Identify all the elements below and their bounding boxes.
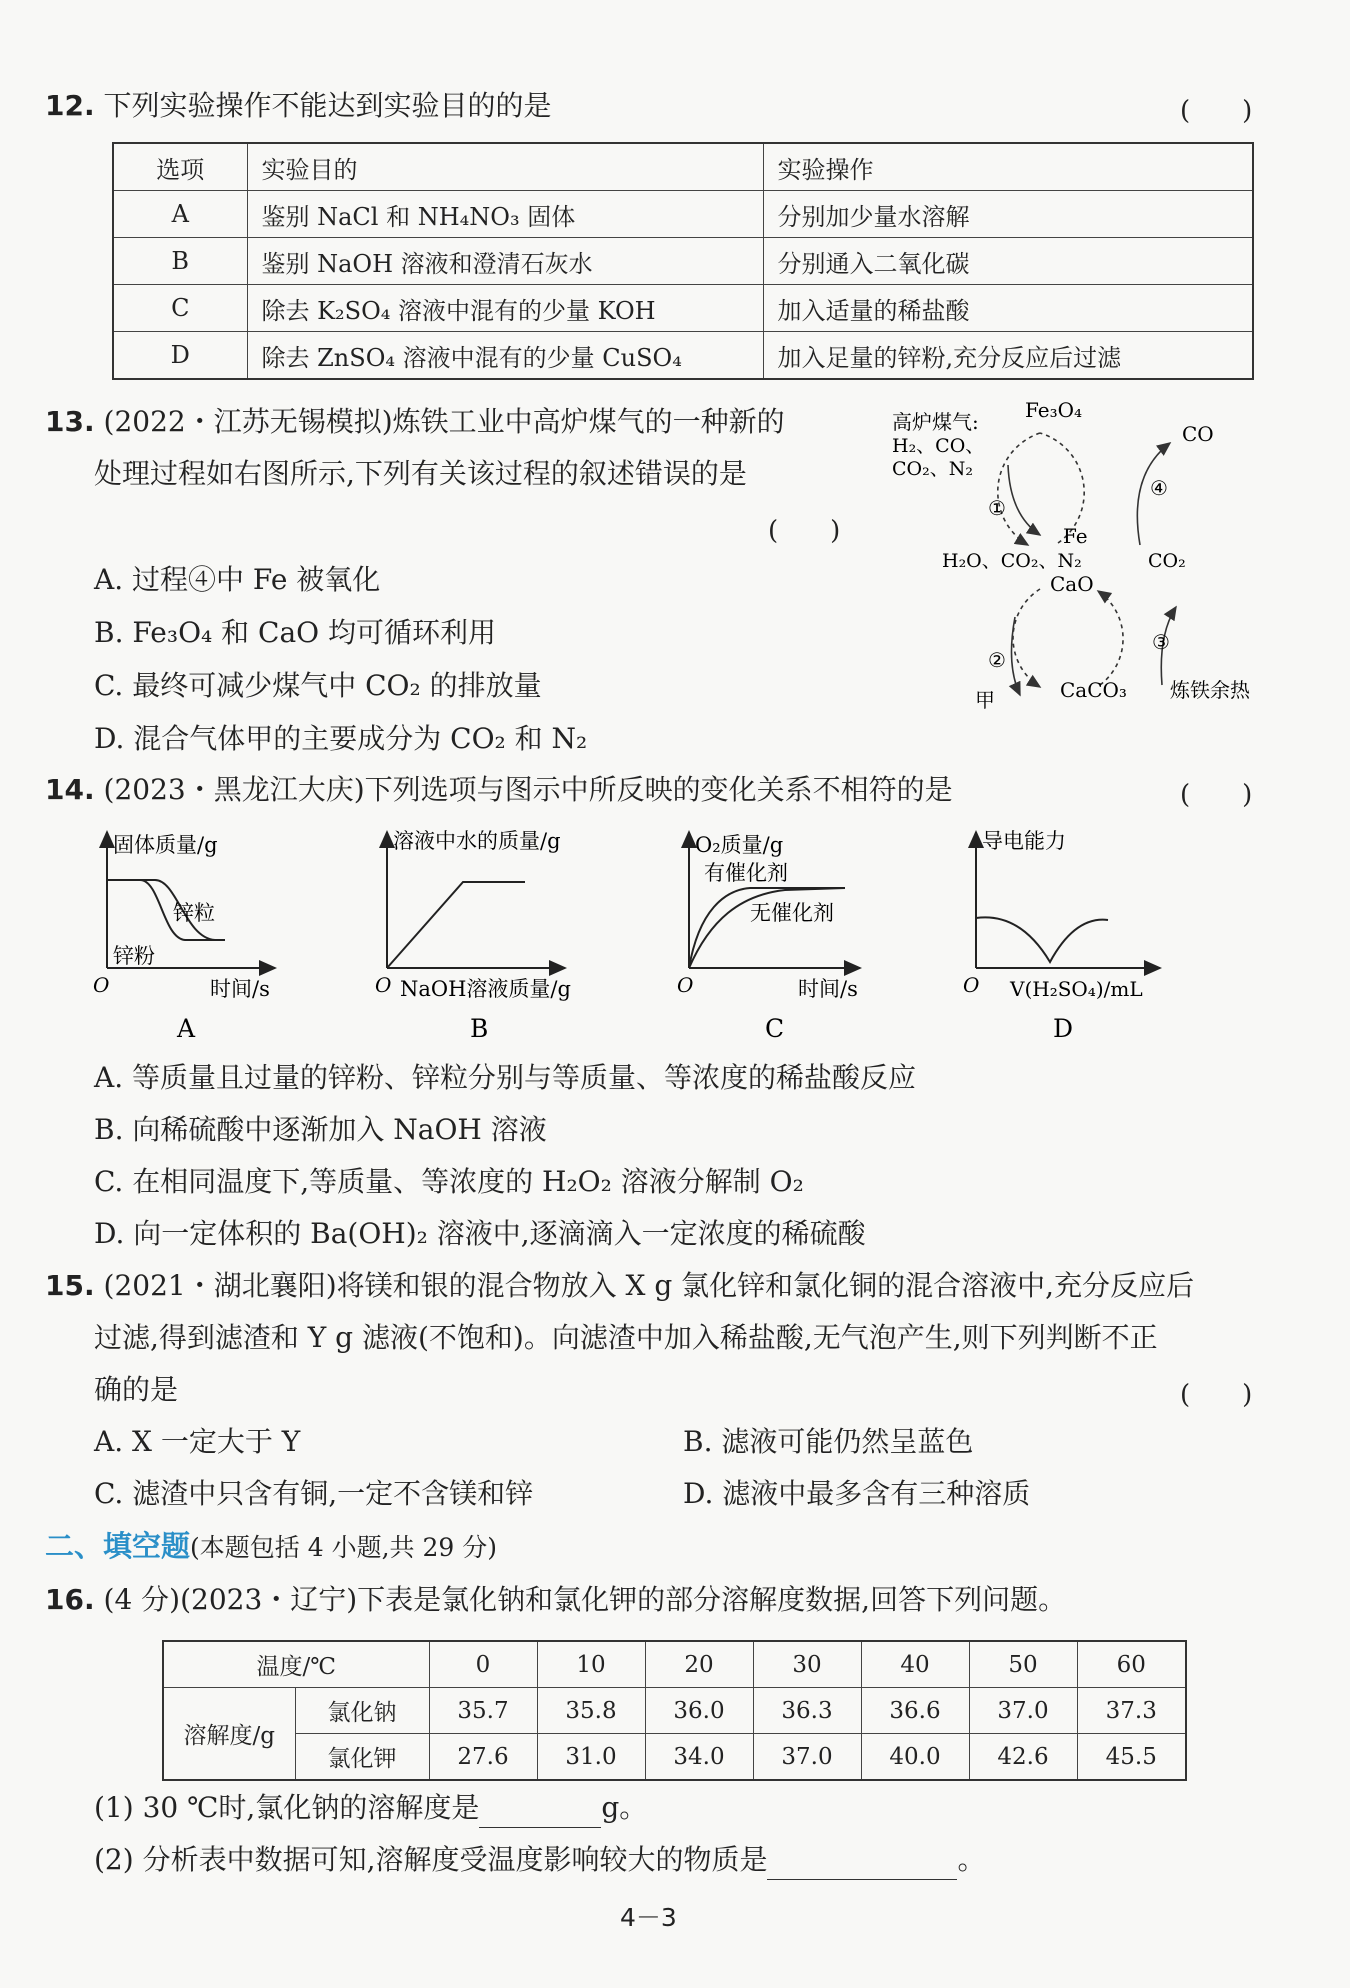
header-cell: 选项 (113, 143, 247, 191)
q12-stem-line (45, 86, 552, 126)
table-cell: 40 (861, 1641, 969, 1688)
graph-d-letter: D (1053, 1014, 1074, 1043)
q13-option-b: B. Fe₃O₄ 和 CaO 均可循环利用 (94, 616, 497, 649)
q16-sub2-end: 。 (957, 1843, 986, 1876)
table-cell: 35.8 (537, 1688, 645, 1734)
q15-option-a: A. X 一定大于 Y (94, 1425, 301, 1458)
q16-stem: (4 分)(2023・辽宁)下表是氯化钠和氯化钾的部分溶解度数据,回答下列问题。 (103, 1583, 1067, 1616)
table-cell: 分别加少量水溶解 (763, 191, 1253, 238)
q13-answer-paren: ( ) (768, 516, 841, 546)
graph-d-origin: O (963, 973, 980, 997)
q13-stem-line2: 处理过程如右图所示,下列有关该过程的叙述错误的是 (94, 457, 747, 490)
q12-stem: 下列实验操作不能达到实验目的的是 (103, 89, 552, 122)
section-heading (45, 1526, 497, 1571)
table-cell: 20 (645, 1641, 753, 1688)
co-label: CO (1182, 422, 1214, 446)
graph-c-curve-no-catalyst (689, 888, 845, 968)
temp-label-cell: 温度/℃ (163, 1641, 429, 1688)
graph-b (375, 829, 571, 1043)
table-header-row (163, 1641, 1186, 1688)
co2-label: CO₂ (1148, 550, 1186, 572)
graph-b-origin: O (375, 973, 392, 997)
table-row (163, 1734, 1186, 1781)
table-cell: D (113, 332, 247, 380)
table-cell: 37.3 (1077, 1688, 1186, 1734)
table-header-row (113, 143, 1253, 191)
table-cell: C (113, 285, 247, 332)
table-cell: 36.0 (645, 1688, 753, 1734)
table-cell: 27.6 (429, 1734, 537, 1781)
table-cell: B (113, 238, 247, 285)
lower-cycle-right-arc (1098, 591, 1123, 685)
q13-number: 13. (45, 405, 95, 438)
graph-a-origin: O (93, 973, 110, 997)
solubility-label-cell: 溶解度/g (163, 1688, 295, 1781)
page-number: 4－3 (620, 1903, 677, 1932)
table-cell: 37.0 (753, 1734, 861, 1781)
q16-sub1-text: (1) 30 ℃时,氯化钠的溶解度是 (94, 1791, 480, 1824)
graph-c (677, 832, 860, 1043)
q14-stem-line (45, 770, 953, 810)
graph-a-letter: A (177, 1014, 196, 1043)
substance-cell: 氯化钠 (295, 1688, 429, 1734)
table-cell: 30 (753, 1641, 861, 1688)
q13-stem-line1 (45, 402, 785, 442)
graph-b-ylabel: 溶液中水的质量/g (393, 829, 561, 853)
q15-option-c: C. 滤渣中只含有铜,一定不含镁和锌 (94, 1477, 534, 1510)
step4-label: ④ (1150, 476, 1168, 500)
q16-sub1-answer-blank[interactable] (479, 1797, 601, 1828)
q15-answer-paren: ( ) (1180, 1380, 1253, 1410)
section-note: (本题包括 4 小题,共 29 分) (190, 1533, 497, 1562)
q16-sub1-unit: g。 (601, 1791, 648, 1824)
table-cell: 36.3 (753, 1688, 861, 1734)
table-cell: 36.6 (861, 1688, 969, 1734)
table-cell: 31.0 (537, 1734, 645, 1781)
q15-option-b: B. 滤液可能仍然呈蓝色 (683, 1425, 974, 1458)
table-cell: 45.5 (1077, 1734, 1186, 1781)
graph-a (93, 832, 275, 1043)
q14-option-c: C. 在相同温度下,等质量、等浓度的 H₂O₂ 溶液分解制 O₂ (94, 1165, 804, 1198)
step1-label: ① (988, 496, 1006, 520)
graph-d-xlabel: V(H₂SO₄)/mL (1010, 977, 1143, 1001)
table-row (163, 1688, 1186, 1734)
graph-c-label2: 无催化剂 (750, 901, 834, 925)
graph-a-xlabel: 时间/s (210, 977, 270, 1001)
graph-a-label1: 锌粒 (173, 901, 215, 925)
table-cell: 分别通入二氧化碳 (763, 238, 1253, 285)
q15-option-d: D. 滤液中最多含有三种溶质 (683, 1477, 1031, 1510)
table-cell: 除去 K₂SO₄ 溶液中混有的少量 KOH (247, 285, 763, 332)
caco3-label: CaCO₃ (1060, 678, 1127, 702)
q13-option-c: C. 最终可减少煤气中 CO₂ 的排放量 (94, 669, 542, 702)
upper-cycle-left-arc (998, 433, 1040, 545)
step2-label: ② (988, 648, 1006, 672)
substance-cell: 氯化钾 (295, 1734, 429, 1781)
q15-line1 (45, 1266, 1194, 1306)
table-row (113, 332, 1253, 380)
table-cell: 除去 ZnSO₄ 溶液中混有的少量 CuSO₄ (247, 332, 763, 380)
graph-a-ylabel: 固体质量/g (113, 833, 218, 857)
q14-stem: (2023・黑龙江大庆)下列选项与图示中所反映的变化关系不相符的是 (103, 773, 953, 806)
jia-label: 甲 (975, 688, 995, 712)
gas-components-1: H₂、CO、 (892, 435, 985, 457)
output-gas-label: H₂O、CO₂、N₂ (942, 550, 1082, 572)
q14-option-a: A. 等质量且过量的锌粉、锌粒分别与等质量、等浓度的稀盐酸反应 (94, 1061, 917, 1094)
q16-sub2-text: (2) 分析表中数据可知,溶解度受温度影响较大的物质是 (94, 1843, 768, 1876)
lower-cycle-left-arc (1013, 589, 1040, 687)
graph-d-curve (976, 917, 1108, 962)
q13-cycle-diagram (880, 395, 1290, 735)
q14-graphs (85, 820, 1195, 1050)
table-cell: A (113, 191, 247, 238)
q15-stem-text1: (2021・湖北襄阳)将镁和银的混合物放入 X g 氯化锌和氯化铜的混合溶液中,充分反应后 (103, 1269, 1195, 1302)
table-cell: 34.0 (645, 1734, 753, 1781)
q13-stem-text1: (2022・江苏无锡模拟)炼铁工业中高炉煤气的一种新的 (103, 405, 785, 438)
gas-label: 高炉煤气: (892, 410, 979, 434)
table-cell: 鉴别 NaOH 溶液和澄清石灰水 (247, 238, 763, 285)
q15-line3: 确的是 (94, 1373, 179, 1406)
fe-label: Fe (1063, 524, 1088, 548)
table-cell: 50 (969, 1641, 1077, 1688)
q16-sub2 (94, 1840, 985, 1880)
step3-label: ③ (1152, 630, 1170, 654)
table-cell: 40.0 (861, 1734, 969, 1781)
graph-c-xlabel: 时间/s (798, 977, 858, 1001)
q16-solubility-table (162, 1640, 1187, 1781)
table-cell: 加入适量的稀盐酸 (763, 285, 1253, 332)
q16-sub1 (94, 1788, 647, 1828)
q16-number: 16. (45, 1583, 95, 1616)
q13-option-d: D. 混合气体甲的主要成分为 CO₂ 和 N₂ (94, 722, 588, 755)
graph-b-letter: B (470, 1014, 489, 1043)
q12-table (112, 142, 1254, 380)
q14-number: 14. (45, 773, 95, 806)
table-row (113, 238, 1253, 285)
step1-arrow (1008, 465, 1040, 535)
table-cell: 鉴别 NaCl 和 NH₄NO₃ 固体 (247, 191, 763, 238)
heat-label: 炼铁余热 (1170, 678, 1250, 702)
table-row (113, 285, 1253, 332)
graph-c-origin: O (677, 973, 694, 997)
cao-label: CaO (1050, 572, 1094, 596)
header-cell: 实验目的 (247, 143, 763, 191)
graph-b-curve (387, 882, 525, 968)
table-cell: 37.0 (969, 1688, 1077, 1734)
table-row (113, 191, 1253, 238)
q12-number: 12. (45, 89, 95, 122)
q15-number: 15. (45, 1269, 95, 1302)
q16-sub2-answer-blank[interactable] (767, 1849, 957, 1880)
graph-a-label2: 锌粉 (113, 944, 155, 968)
fe3o4-label: Fe₃O₄ (1025, 398, 1083, 422)
gas-components-2: CO₂、N₂ (892, 458, 973, 480)
table-cell: 35.7 (429, 1688, 537, 1734)
q15-line2: 过滤,得到滤渣和 Y g 滤液(不饱和)。向滤渣中加入稀盐酸,无气泡产生,则下列判断不正 (94, 1321, 1158, 1354)
section-title: 二、填空题 (45, 1529, 191, 1563)
graph-d-ylabel: 导电能力 (982, 829, 1066, 853)
q14-option-b: B. 向稀硫酸中逐渐加入 NaOH 溶液 (94, 1113, 547, 1146)
table-cell: 加入足量的锌粉,充分反应后过滤 (763, 332, 1253, 380)
table-cell: 0 (429, 1641, 537, 1688)
graph-c-letter: C (765, 1014, 785, 1043)
graph-d (963, 829, 1160, 1043)
q13-option-a: A. 过程④中 Fe 被氧化 (94, 563, 381, 596)
q14-option-d: D. 向一定体积的 Ba(OH)₂ 溶液中,逐滴滴入一定浓度的稀硫酸 (94, 1217, 866, 1250)
step2-arrow (1011, 617, 1020, 695)
table-cell: 42.6 (969, 1734, 1077, 1781)
q12-answer-paren: ( ) (1180, 96, 1253, 126)
q14-answer-paren: ( ) (1180, 780, 1253, 810)
graph-c-ylabel: O₂质量/g (695, 833, 784, 857)
graph-b-xlabel: NaOH溶液质量/g (400, 977, 571, 1001)
q16-stem-line (45, 1580, 1066, 1620)
graph-c-label1: 有催化剂 (704, 861, 788, 885)
header-cell: 实验操作 (763, 143, 1253, 191)
table-cell: 10 (537, 1641, 645, 1688)
table-cell: 60 (1077, 1641, 1186, 1688)
